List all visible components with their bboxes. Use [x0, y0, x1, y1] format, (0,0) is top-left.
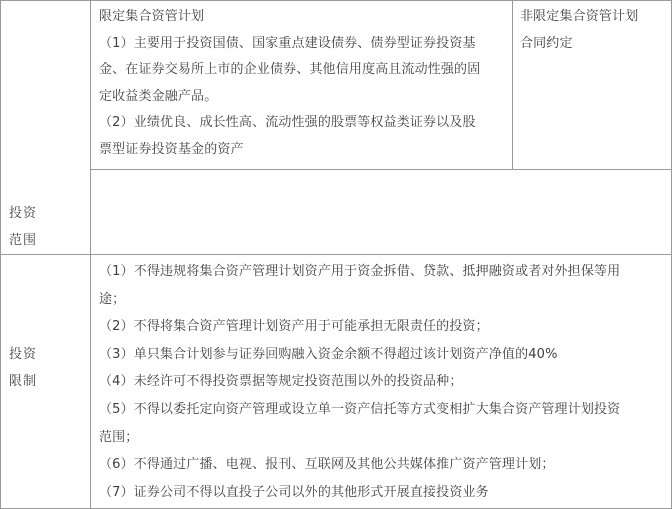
- restricted-plan-line: 票型证券投资基金的资产: [99, 141, 244, 157]
- table-border-top: [0, 0, 672, 1]
- limit-item-line: （6）不得通过广播、电视、报刊、互联网及其他公共媒体推广资产管理计划；: [99, 457, 555, 473]
- table-rule-scope-inner: [91, 169, 672, 170]
- limit-item-line: 途；: [99, 291, 126, 307]
- limit-item-line: 范围；: [99, 429, 139, 445]
- limit-item-line: （7）证券公司不得以直投子公司以外的其他形式开展直接投资业务: [99, 484, 489, 500]
- unrestricted-plan-line: 合同约定: [520, 35, 573, 51]
- limits-cell: [99, 258, 669, 506]
- limits-label: [9, 341, 37, 395]
- limit-item-line: （4）未经许可不得投资票据等规定投资范围以外的投资品种；: [99, 374, 463, 390]
- table-rule-scope-split: [512, 0, 513, 170]
- restricted-plan-cell: [99, 4, 509, 163]
- restricted-plan-title: 限定集合资管计划: [99, 9, 205, 24]
- table-rule-label-column: [90, 0, 91, 509]
- unrestricted-plan-line: 非限定集合资管计划: [520, 9, 639, 24]
- restricted-plan-line: （2）业绩优良、成长性高、流动性强的股票等权益类证券以及股: [99, 115, 476, 130]
- limit-item-line: （1）不得违规将集合资产管理计划资产用于资金拆借、贷款、抵押融资或者对外担保等用: [99, 264, 621, 279]
- scope-label-line: 范围: [9, 233, 38, 248]
- limits-label-line: 投资: [9, 347, 38, 362]
- limit-item-line: （5）不得以委托定向资产管理或设立单一资产信托等方式变相扩大集合资产管理计划投资: [99, 401, 621, 417]
- scope-label-line: 投资: [9, 206, 38, 221]
- scope-label: [9, 200, 37, 254]
- limit-item-line: （2）不得将集合资产管理计划资产用于可能承担无限责任的投资；: [99, 319, 489, 335]
- restricted-plan-line: 金、在证券交易所上市的企业债券、其他信用度高且流动性强的固: [99, 62, 481, 77]
- restricted-plan-line: （1）主要用于投资国债、国家重点建设债券、债券型证券投资基: [99, 35, 476, 51]
- table-border-left: [0, 0, 1, 509]
- limits-label-line: 限制: [9, 374, 38, 389]
- restricted-plan-line: 定收益类金融产品。: [99, 88, 218, 104]
- table-rule-section: [0, 254, 672, 255]
- limit-item-line: （3）单只集合计划参与证券回购融入资金余额不得超过该计划资产净值的40%: [99, 346, 558, 362]
- unrestricted-plan-cell: [520, 4, 668, 57]
